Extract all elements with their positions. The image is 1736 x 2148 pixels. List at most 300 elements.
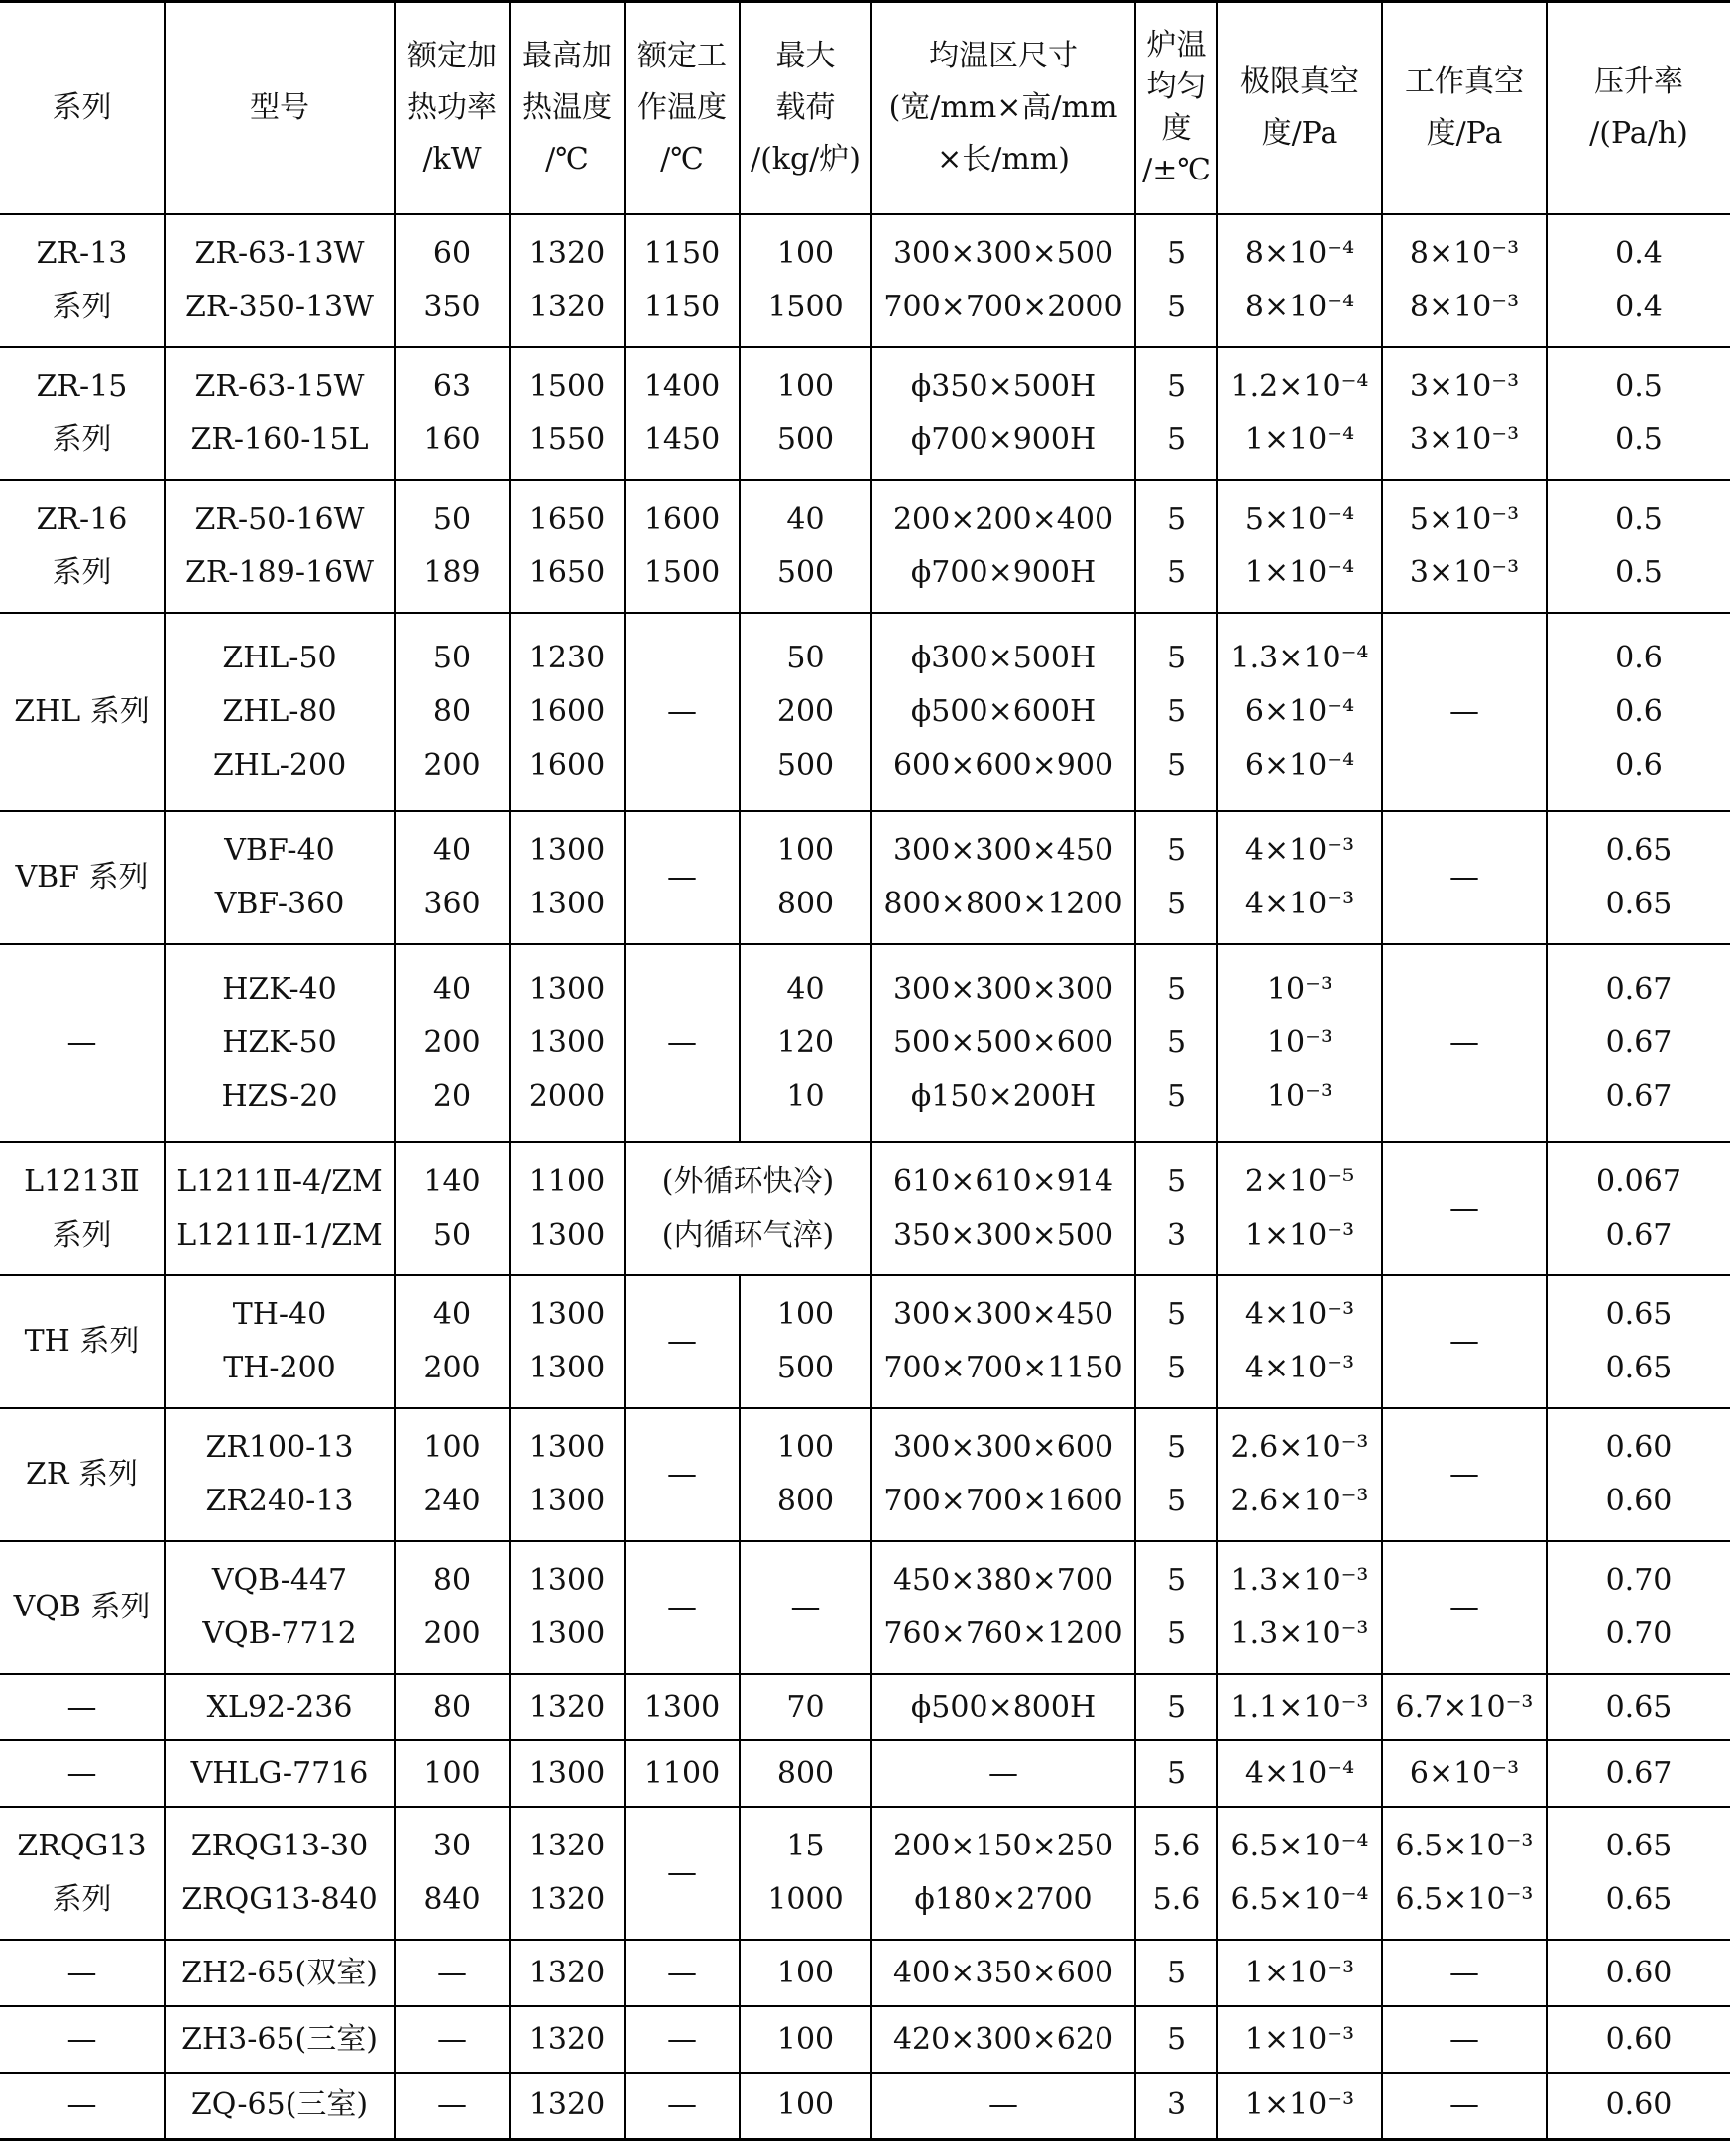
ultimate-vacuum-cell-value: 1.3×10⁻⁴ bbox=[1230, 641, 1369, 675]
rated-power-cell-value: 840 bbox=[423, 1882, 481, 1917]
series-cell-value: ZR-15 bbox=[36, 369, 128, 404]
ultimate-vacuum-cell-value: 1×10⁻³ bbox=[1244, 2088, 1355, 2123]
working-vacuum-cell bbox=[1382, 2006, 1547, 2073]
rated-power-cell-value: 240 bbox=[423, 1484, 481, 1518]
model-cell-value: L1211Ⅱ-4/ZM bbox=[176, 1164, 383, 1199]
pressure-rise-cell-value: 0.5 bbox=[1615, 555, 1663, 590]
work-temp-cell bbox=[625, 347, 740, 480]
model-cell-value: ZR-63-15W bbox=[194, 369, 365, 404]
pressure-rise-cell-value: 0.4 bbox=[1615, 290, 1663, 324]
uniformity-cell bbox=[1135, 944, 1217, 1142]
rated-power-cell bbox=[395, 1940, 510, 2006]
model-cell bbox=[165, 1142, 395, 1275]
rated-power-cell bbox=[395, 1674, 510, 1740]
table-row bbox=[0, 1541, 1730, 1674]
table-row bbox=[0, 1275, 1730, 1408]
pressure-rise-cell-value: 0.6 bbox=[1615, 748, 1663, 782]
working-vacuum-cell-value: 6.7×10⁻³ bbox=[1395, 1689, 1534, 1725]
ultimate-vacuum-cell bbox=[1217, 1940, 1382, 2006]
rated-power-cell-value: 360 bbox=[423, 887, 481, 921]
zone-size-cell-value: ϕ180×2700 bbox=[914, 1882, 1093, 1917]
max-load-cell-value: 100 bbox=[776, 369, 835, 404]
max-temp-cell-value: 1320 bbox=[528, 2088, 606, 2123]
work-temp-cell-value: — bbox=[667, 2088, 697, 2123]
max-temp-cell-value: 1600 bbox=[528, 748, 606, 782]
work-temp-cell-value: — bbox=[667, 1457, 697, 1492]
header-model bbox=[165, 2, 395, 215]
rated-power-cell-value: 50 bbox=[432, 502, 472, 537]
work-temp-cell-value: — bbox=[667, 1324, 697, 1359]
header-rated-work-temp bbox=[625, 2, 740, 215]
working-vacuum-cell bbox=[1382, 347, 1547, 480]
series-cell-value: — bbox=[66, 2021, 97, 2057]
ultimate-vacuum-cell bbox=[1217, 1275, 1382, 1408]
series-cell-value: — bbox=[66, 1025, 97, 1060]
rated-power-cell-value: 80 bbox=[432, 1563, 472, 1598]
series-cell-value: 系列 bbox=[52, 555, 112, 590]
rated-power-cell bbox=[395, 613, 510, 811]
rated-power-cell-value: 63 bbox=[432, 369, 472, 404]
work-temp-cell-value: 1150 bbox=[643, 290, 721, 324]
rated-power-cell-value: 160 bbox=[423, 422, 481, 457]
zone-size-cell bbox=[871, 480, 1135, 613]
rated-power-cell bbox=[395, 1541, 510, 1674]
rated-power-cell bbox=[395, 1408, 510, 1541]
max-temp-cell-value: 1320 bbox=[528, 1882, 606, 1917]
max-load-cell bbox=[740, 214, 871, 347]
work-temp-cell-value: — bbox=[667, 1025, 697, 1060]
model-cell-value: ZQ-65(三室) bbox=[190, 2088, 369, 2123]
header-line: 度/Pa bbox=[1261, 116, 1338, 151]
ultimate-vacuum-cell-value: 4×10⁻³ bbox=[1244, 887, 1355, 921]
working-vacuum-cell bbox=[1382, 1807, 1547, 1940]
uniformity-cell bbox=[1135, 347, 1217, 480]
max-temp-cell bbox=[510, 480, 625, 613]
max-load-cell-value: 100 bbox=[776, 1297, 835, 1332]
table-row bbox=[0, 613, 1730, 811]
work-temp-cell bbox=[625, 613, 740, 811]
max-temp-cell-value: 1320 bbox=[528, 236, 606, 271]
rated-power-cell-value: — bbox=[437, 2021, 467, 2057]
zone-size-cell-value: 500×500×600 bbox=[892, 1025, 1114, 1060]
max-load-cell bbox=[740, 347, 871, 480]
series-cell-value: 系列 bbox=[52, 1882, 112, 1917]
model-cell-value: ZRQG13-30 bbox=[190, 1829, 369, 1863]
working-vacuum-cell bbox=[1382, 1142, 1547, 1275]
zone-size-cell bbox=[871, 1541, 1135, 1674]
uniformity-cell-value: 5 bbox=[1166, 1484, 1187, 1518]
rated-power-cell-value: 200 bbox=[423, 1616, 481, 1651]
ultimate-vacuum-cell-value: 1×10⁻³ bbox=[1244, 2021, 1355, 2057]
uniformity-cell bbox=[1135, 214, 1217, 347]
header-line: 作温度 bbox=[637, 90, 727, 125]
series-cell-value: TH 系列 bbox=[24, 1324, 140, 1359]
max-load-cell-value: 100 bbox=[776, 236, 835, 271]
model-cell-value: ZR100-13 bbox=[205, 1430, 354, 1465]
ultimate-vacuum-cell-value: 1.2×10⁻⁴ bbox=[1230, 369, 1369, 404]
uniformity-cell-value: 5 bbox=[1166, 1430, 1187, 1465]
header-line: 型号 bbox=[250, 90, 309, 125]
rated-power-cell-value: 40 bbox=[432, 1297, 472, 1332]
header-line: /(kg/炉) bbox=[750, 142, 861, 177]
zone-size-cell-value: 610×610×914 bbox=[892, 1164, 1114, 1199]
max-temp-cell bbox=[510, 347, 625, 480]
working-vacuum-cell-value: 5×10⁻³ bbox=[1409, 502, 1520, 537]
model-cell bbox=[165, 1674, 395, 1740]
pressure-rise-cell-value: 0.4 bbox=[1615, 236, 1663, 271]
pressure-rise-cell-value: 0.67 bbox=[1605, 1218, 1673, 1253]
ultimate-vacuum-cell bbox=[1217, 1142, 1382, 1275]
series-cell-value: — bbox=[66, 1689, 97, 1725]
table-row bbox=[0, 1408, 1730, 1541]
model-cell bbox=[165, 480, 395, 613]
ultimate-vacuum-cell-value: 4×10⁻⁴ bbox=[1244, 1755, 1355, 1791]
uniformity-cell bbox=[1135, 1142, 1217, 1275]
series-cell bbox=[0, 1674, 165, 1740]
work-temp-cell-value: — bbox=[667, 2021, 697, 2057]
pressure-rise-cell-value: 0.70 bbox=[1605, 1563, 1673, 1598]
work-temp-cell-value: — bbox=[667, 860, 697, 895]
working-vacuum-cell-value: — bbox=[1449, 694, 1479, 729]
working-vacuum-cell-value: — bbox=[1449, 1457, 1479, 1492]
header-max-load bbox=[740, 2, 871, 215]
rated-power-cell-value: — bbox=[437, 2088, 467, 2123]
series-cell bbox=[0, 214, 165, 347]
pressure-rise-cell-value: 0.65 bbox=[1605, 1829, 1673, 1863]
zone-size-cell-value: ϕ300×500H bbox=[910, 641, 1097, 675]
series-cell-value: L1213Ⅱ bbox=[24, 1164, 140, 1199]
model-cell-value: XL92-236 bbox=[206, 1689, 353, 1725]
uniformity-cell-value: 3 bbox=[1166, 1218, 1187, 1253]
rated-power-cell bbox=[395, 1275, 510, 1408]
ultimate-vacuum-cell-value: 1×10⁻⁴ bbox=[1244, 422, 1355, 457]
model-cell-value: ZR-350-13W bbox=[185, 290, 374, 324]
max-load-cell bbox=[740, 944, 871, 1142]
pressure-rise-cell-value: 0.5 bbox=[1615, 502, 1663, 537]
max-temp-cell bbox=[510, 214, 625, 347]
pressure-rise-cell bbox=[1547, 613, 1730, 811]
rated-power-cell bbox=[395, 480, 510, 613]
max-load-cell-value: 200 bbox=[776, 694, 835, 729]
pressure-rise-cell bbox=[1547, 1740, 1730, 1807]
working-vacuum-cell-value: — bbox=[1449, 1025, 1479, 1060]
uniformity-cell-value: 5 bbox=[1166, 694, 1187, 729]
series-cell bbox=[0, 811, 165, 944]
zone-size-cell bbox=[871, 1408, 1135, 1541]
header-max-temp bbox=[510, 2, 625, 215]
pressure-rise-cell-value: 0.60 bbox=[1605, 2088, 1673, 2123]
uniformity-cell-value: 5 bbox=[1166, 290, 1187, 324]
ultimate-vacuum-cell-value: 2.6×10⁻³ bbox=[1230, 1484, 1369, 1518]
zone-size-cell bbox=[871, 1674, 1135, 1740]
pressure-rise-cell-value: 0.65 bbox=[1605, 1297, 1673, 1332]
ultimate-vacuum-cell bbox=[1217, 347, 1382, 480]
max-load-cell-value: 500 bbox=[776, 1351, 835, 1385]
zone-size-cell-value: 700×700×1600 bbox=[883, 1484, 1123, 1518]
ultimate-vacuum-cell-value: 8×10⁻⁴ bbox=[1244, 290, 1355, 324]
max-temp-cell-value: 1320 bbox=[528, 2021, 606, 2057]
rated-power-cell bbox=[395, 944, 510, 1142]
ultimate-vacuum-cell bbox=[1217, 613, 1382, 811]
max-temp-cell-value: 1500 bbox=[528, 369, 606, 404]
uniformity-cell-value: 5 bbox=[1166, 1689, 1187, 1725]
uniformity-cell bbox=[1135, 2006, 1217, 2073]
zone-size-cell bbox=[871, 811, 1135, 944]
rated-power-cell-value: — bbox=[437, 1955, 467, 1990]
rated-power-cell bbox=[395, 1740, 510, 1807]
uniformity-cell-value: 5 bbox=[1166, 972, 1187, 1007]
rated-power-cell bbox=[395, 214, 510, 347]
table-row bbox=[0, 1674, 1730, 1740]
ultimate-vacuum-cell-value: 4×10⁻³ bbox=[1244, 1351, 1355, 1385]
working-vacuum-cell bbox=[1382, 944, 1547, 1142]
zone-size-cell-value: 760×760×1200 bbox=[883, 1616, 1123, 1651]
work-temp-cell bbox=[625, 944, 740, 1142]
working-vacuum-cell-value: 6×10⁻³ bbox=[1409, 1755, 1520, 1791]
model-cell-value: TH-200 bbox=[223, 1351, 336, 1385]
max-temp-cell-value: 1320 bbox=[528, 1955, 606, 1990]
header-line: /(Pa/h) bbox=[1589, 116, 1688, 151]
header-line: 均温区尺寸 bbox=[929, 39, 1078, 73]
max-load-cell-value: 500 bbox=[776, 748, 835, 782]
ultimate-vacuum-cell bbox=[1217, 480, 1382, 613]
model-cell bbox=[165, 214, 395, 347]
series-cell bbox=[0, 1541, 165, 1674]
working-vacuum-cell-value: — bbox=[1449, 860, 1479, 895]
working-vacuum-cell bbox=[1382, 2073, 1547, 2139]
ultimate-vacuum-cell bbox=[1217, 2073, 1382, 2139]
max-temp-cell-value: 1300 bbox=[528, 1484, 606, 1518]
uniformity-cell-value: 5 bbox=[1166, 1079, 1187, 1114]
working-vacuum-cell-value: — bbox=[1449, 1955, 1479, 1990]
ultimate-vacuum-cell-value: 10⁻³ bbox=[1266, 1079, 1333, 1114]
series-cell-value: — bbox=[66, 2088, 97, 2123]
series-cell-value: ZR 系列 bbox=[26, 1457, 138, 1492]
max-temp-cell bbox=[510, 2073, 625, 2139]
max-temp-cell-value: 1300 bbox=[528, 1616, 606, 1651]
series-cell-value: ZRQG13 bbox=[17, 1829, 147, 1863]
work-temp-cell bbox=[625, 1740, 740, 1807]
uniformity-cell bbox=[1135, 811, 1217, 944]
uniformity-cell-value: 5 bbox=[1166, 555, 1187, 590]
working-vacuum-cell-value: 8×10⁻³ bbox=[1409, 290, 1520, 324]
model-cell bbox=[165, 811, 395, 944]
zone-size-cell bbox=[871, 613, 1135, 811]
pressure-rise-cell-value: 0.5 bbox=[1615, 369, 1663, 404]
ultimate-vacuum-cell-value: 1×10⁻³ bbox=[1244, 1955, 1355, 1990]
header-line: 最高加 bbox=[522, 39, 612, 73]
uniformity-cell bbox=[1135, 1807, 1217, 1940]
pressure-rise-cell-value: 0.65 bbox=[1605, 833, 1673, 868]
max-load-cell-value: 100 bbox=[776, 2021, 835, 2057]
uniformity-cell-value: 5 bbox=[1166, 1755, 1187, 1791]
model-cell bbox=[165, 1740, 395, 1807]
uniformity-cell-value: 5 bbox=[1166, 502, 1187, 537]
work-temp-cell-value: 1150 bbox=[643, 236, 721, 271]
spec-table-body bbox=[0, 214, 1730, 2139]
rated-power-cell-value: 20 bbox=[432, 1079, 472, 1114]
max-temp-cell-value: 1650 bbox=[528, 502, 606, 537]
table-row bbox=[0, 2006, 1730, 2073]
uniformity-cell-value: 5 bbox=[1166, 1351, 1187, 1385]
rated-power-cell-value: 50 bbox=[432, 1218, 472, 1253]
pressure-rise-cell bbox=[1547, 1807, 1730, 1940]
table-row bbox=[0, 214, 1730, 347]
max-load-cell-value: 70 bbox=[786, 1689, 825, 1725]
work-temp-cell-value: — bbox=[667, 1590, 697, 1624]
model-cell bbox=[165, 944, 395, 1142]
pressure-rise-cell bbox=[1547, 1275, 1730, 1408]
series-cell bbox=[0, 347, 165, 480]
zone-size-cell-value: 450×380×700 bbox=[892, 1563, 1114, 1598]
uniformity-cell-value: 5.6 bbox=[1152, 1829, 1201, 1863]
rated-power-cell-value: 80 bbox=[432, 1689, 472, 1725]
series-cell bbox=[0, 1275, 165, 1408]
zone-size-cell bbox=[871, 944, 1135, 1142]
working-vacuum-cell-value: — bbox=[1449, 1324, 1479, 1359]
zone-size-cell-value: ϕ150×200H bbox=[910, 1079, 1097, 1114]
zone-size-cell-value: 700×700×1150 bbox=[883, 1351, 1123, 1385]
cooling-mode-cell-value: (内循环气淬) bbox=[661, 1218, 835, 1253]
max-temp-cell bbox=[510, 1940, 625, 2006]
model-cell-value: ZR-50-16W bbox=[194, 502, 365, 537]
table-row bbox=[0, 1940, 1730, 2006]
zone-size-cell-value: ϕ700×900H bbox=[910, 555, 1097, 590]
pressure-rise-cell-value: 0.67 bbox=[1605, 1079, 1673, 1114]
header-line: 系列 bbox=[52, 90, 112, 125]
work-temp-cell-value: 1600 bbox=[643, 502, 721, 537]
uniformity-cell bbox=[1135, 1740, 1217, 1807]
max-load-cell-value: 40 bbox=[786, 502, 825, 537]
uniformity-cell-value: 5 bbox=[1166, 1563, 1187, 1598]
model-cell-value: ZR-189-16W bbox=[185, 555, 374, 590]
zone-size-cell-value: 600×600×900 bbox=[892, 748, 1114, 782]
max-load-cell-value: 40 bbox=[786, 972, 825, 1007]
model-cell-value: ZR-160-15L bbox=[190, 422, 369, 457]
max-load-cell bbox=[740, 2073, 871, 2139]
pressure-rise-cell-value: 0.6 bbox=[1615, 641, 1663, 675]
working-vacuum-cell-value: — bbox=[1449, 2021, 1479, 2057]
zone-size-cell-value: 300×300×600 bbox=[892, 1430, 1114, 1465]
table-row bbox=[0, 1142, 1730, 1275]
model-cell bbox=[165, 1940, 395, 2006]
model-cell bbox=[165, 347, 395, 480]
working-vacuum-cell-value: 3×10⁻³ bbox=[1409, 422, 1520, 457]
rated-power-cell bbox=[395, 2073, 510, 2139]
uniformity-cell bbox=[1135, 1674, 1217, 1740]
table-row bbox=[0, 347, 1730, 480]
max-load-cell-value: 15 bbox=[786, 1829, 825, 1863]
model-cell-value: HZK-40 bbox=[222, 972, 337, 1007]
zone-size-cell-value: 420×300×620 bbox=[892, 2021, 1114, 2057]
zone-size-cell-value: ϕ350×500H bbox=[910, 369, 1097, 404]
model-cell-value: ZHL-80 bbox=[222, 694, 337, 729]
header-ultimate-vacuum bbox=[1217, 2, 1382, 215]
zone-size-cell-value: ϕ500×600H bbox=[910, 694, 1097, 729]
ultimate-vacuum-cell bbox=[1217, 811, 1382, 944]
cooling-mode-cell bbox=[625, 1142, 871, 1275]
model-cell-value: ZR240-13 bbox=[205, 1484, 354, 1518]
model-cell bbox=[165, 1275, 395, 1408]
pressure-rise-cell-value: 0.70 bbox=[1605, 1616, 1673, 1651]
pressure-rise-cell-value: 0.5 bbox=[1615, 422, 1663, 457]
max-temp-cell-value: 1300 bbox=[528, 1430, 606, 1465]
model-cell-value: ZH2-65(双室) bbox=[181, 1955, 378, 1990]
ultimate-vacuum-cell-value: 4×10⁻³ bbox=[1244, 833, 1355, 868]
max-temp-cell-value: 1300 bbox=[528, 1218, 606, 1253]
pressure-rise-cell-value: 0.60 bbox=[1605, 1955, 1673, 1990]
max-load-cell-value: 50 bbox=[786, 641, 825, 675]
max-load-cell-value: 100 bbox=[776, 2088, 835, 2123]
max-temp-cell bbox=[510, 1807, 625, 1940]
work-temp-cell bbox=[625, 1674, 740, 1740]
ultimate-vacuum-cell bbox=[1217, 2006, 1382, 2073]
max-load-cell-value: 500 bbox=[776, 422, 835, 457]
rated-power-cell-value: 50 bbox=[432, 641, 472, 675]
max-temp-cell bbox=[510, 1674, 625, 1740]
model-cell bbox=[165, 1408, 395, 1541]
pressure-rise-cell bbox=[1547, 1940, 1730, 2006]
ultimate-vacuum-cell-value: 6.5×10⁻⁴ bbox=[1230, 1829, 1369, 1863]
header-line: 额定工 bbox=[637, 39, 727, 73]
pressure-rise-cell-value: 0.67 bbox=[1605, 1025, 1673, 1060]
max-load-cell-value: 800 bbox=[776, 1755, 835, 1791]
header-line: 最大 bbox=[775, 39, 836, 73]
series-cell bbox=[0, 1740, 165, 1807]
ultimate-vacuum-cell-value: 5×10⁻⁴ bbox=[1244, 502, 1355, 537]
pressure-rise-cell bbox=[1547, 1142, 1730, 1275]
max-temp-cell-value: 1650 bbox=[528, 555, 606, 590]
header-pressure-rise bbox=[1547, 2, 1730, 215]
uniformity-cell bbox=[1135, 1275, 1217, 1408]
pressure-rise-cell-value: 0.65 bbox=[1605, 1351, 1673, 1385]
ultimate-vacuum-cell bbox=[1217, 944, 1382, 1142]
max-load-cell bbox=[740, 1674, 871, 1740]
work-temp-cell bbox=[625, 1275, 740, 1408]
ultimate-vacuum-cell-value: 6.5×10⁻⁴ bbox=[1230, 1882, 1369, 1917]
pressure-rise-cell-value: 0.67 bbox=[1605, 972, 1673, 1007]
max-load-cell bbox=[740, 1275, 871, 1408]
zone-size-cell-value: ϕ500×800H bbox=[910, 1689, 1097, 1725]
series-cell bbox=[0, 1408, 165, 1541]
model-cell-value: ZRQG13-840 bbox=[181, 1882, 378, 1917]
uniformity-cell-value: 5 bbox=[1166, 236, 1187, 271]
zone-size-cell bbox=[871, 1275, 1135, 1408]
working-vacuum-cell bbox=[1382, 613, 1547, 811]
max-temp-cell-value: 2000 bbox=[528, 1079, 606, 1114]
work-temp-cell-value: — bbox=[667, 1955, 697, 1990]
zone-size-cell-value: 350×300×500 bbox=[892, 1218, 1114, 1253]
series-cell bbox=[0, 613, 165, 811]
pressure-rise-cell bbox=[1547, 811, 1730, 944]
max-load-cell-value: 500 bbox=[776, 555, 835, 590]
model-cell-value: ZR-63-13W bbox=[194, 236, 365, 271]
model-cell bbox=[165, 1807, 395, 1940]
model-cell-value: HZS-20 bbox=[221, 1079, 338, 1114]
rated-power-cell-value: 30 bbox=[432, 1829, 472, 1863]
max-load-cell-value: 120 bbox=[776, 1025, 835, 1060]
model-cell bbox=[165, 2006, 395, 2073]
zone-size-cell-value: 300×300×450 bbox=[892, 1297, 1114, 1332]
header-line: 热温度 bbox=[522, 90, 612, 125]
ultimate-vacuum-cell-value: 10⁻³ bbox=[1266, 1025, 1333, 1060]
uniformity-cell bbox=[1135, 613, 1217, 811]
rated-power-cell bbox=[395, 2006, 510, 2073]
max-temp-cell bbox=[510, 1740, 625, 1807]
pressure-rise-cell-value: 0.60 bbox=[1605, 1484, 1673, 1518]
zone-size-cell bbox=[871, 2006, 1135, 2073]
model-cell-value: VQB-7712 bbox=[202, 1616, 357, 1651]
